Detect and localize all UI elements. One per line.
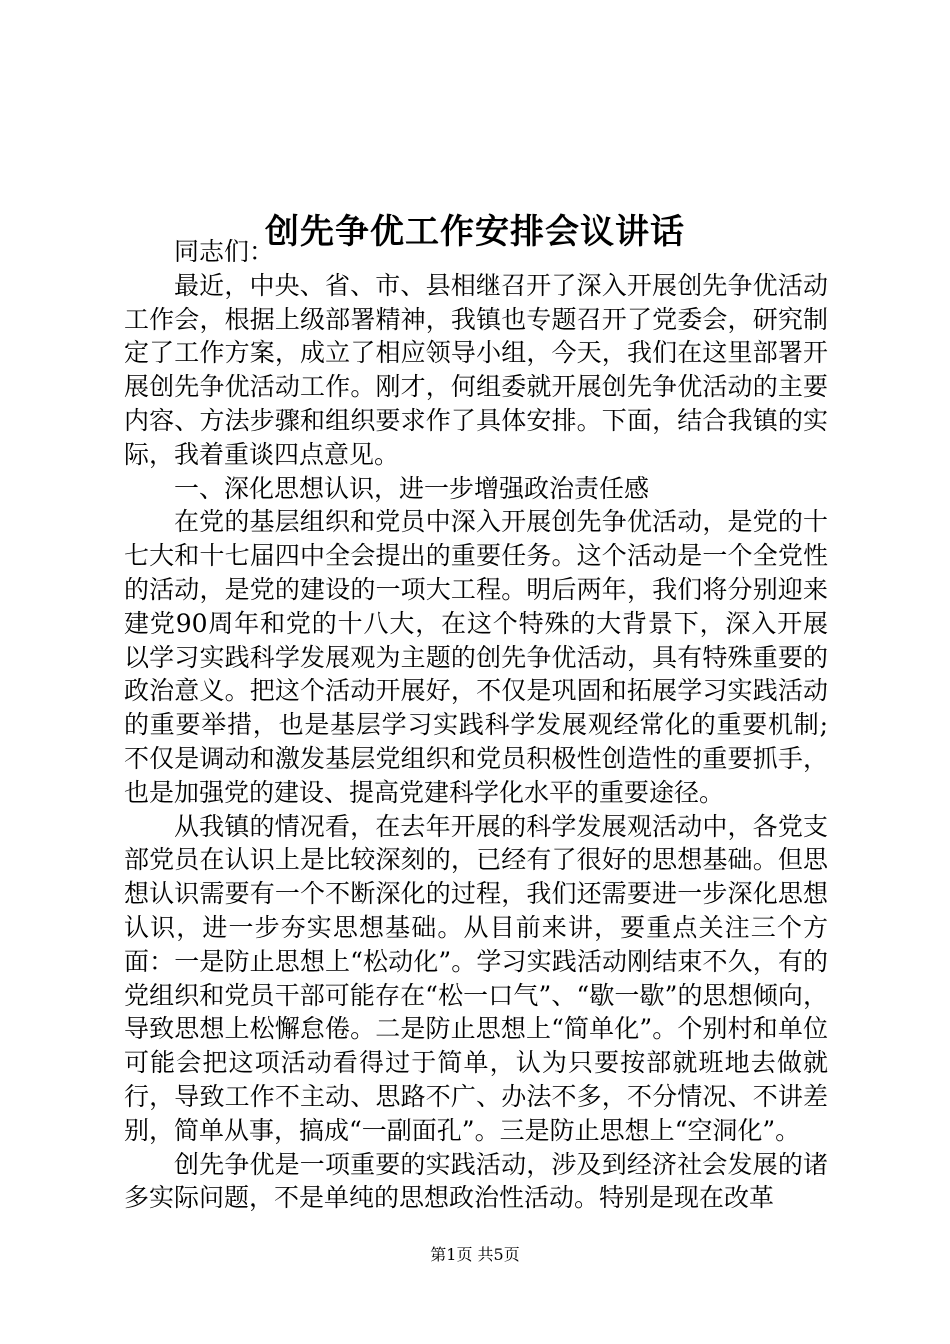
document-title: 创先争优工作安排会议讲话 — [265, 211, 685, 252]
section-heading: 一、深化思想认识，进一步增强政治责任感 — [174, 473, 650, 503]
body-paragraph: 从我镇的情况看，在去年开展的科学发展观活动中，各党支部党员在认识上是比较深刻的，已经有了很好的思想基础。但思想认识需要有一个不断深化的过程，我们还需要进一步深化思想认识，进一步夯实思想基础。从目前来讲，要重点关注三个方面：一是防止思想上“松动化”。学习实践活动刚结束不久，有的党组织和党员干部可能存在“松一口气”、“歇一歇”的思想倾向，导致思想上松懈怠倦。二是防止思想上“简单化”。个别村和单位可能会把这项活动看得过于简单，认为只要按部就班地去做就行，导致工作不主动、思路不广、办法不多，不分情况、不讲差别，简单从事，搞成“一副面孔”。三是防止思想上“空洞化”。 — [124, 811, 828, 1145]
salutation: 同志们： — [174, 237, 275, 266]
document-body — [124, 235, 828, 1215]
body-paragraph: 在党的基层组织和党员中深入开展创先争优活动，是党的十七大和十七届四中全会提出的重要任务。这个活动是一个全党性的活动，是党的建设的一项大工程。明后两年，我们将分别迎来建党90周年和党的十八大，在这个特殊的大背景下，深入开展以学习实践科学发展观为主题的创先争优活动，具有特殊重要的政治意义。把这个活动开展好，不仅是巩固和拓展学习实践活动的重要举措，也是基层学习实践科学发展观经常化的重要机制;不仅是调动和激发基层党组织和党员积极性创造性的重要抓手，也是加强党的建设、提高党建科学化水平的重要途径。 — [124, 507, 828, 807]
page-number-footer: 第1页 共5页 — [430, 1245, 520, 1264]
body-paragraph: 最近，中央、省、市、县相继召开了深入开展创先争优活动工作会，根据上级部署精神，我镇也专题召开了党委会，研究制定了工作方案，成立了相应领导小组，今天，我们在这里部署开展创先争优活动工作。刚才，何组委就开展创先争优活动的主要内容、方法步骤和组织要求作了具体安排。下面，结合我镇的实际，我着重谈四点意见。 — [124, 270, 828, 469]
body-paragraph: 创先争优是一项重要的实践活动，涉及到经济社会发展的诸多实际问题，不是单纯的思想政治性活动。特别是现在改革 — [124, 1149, 828, 1213]
